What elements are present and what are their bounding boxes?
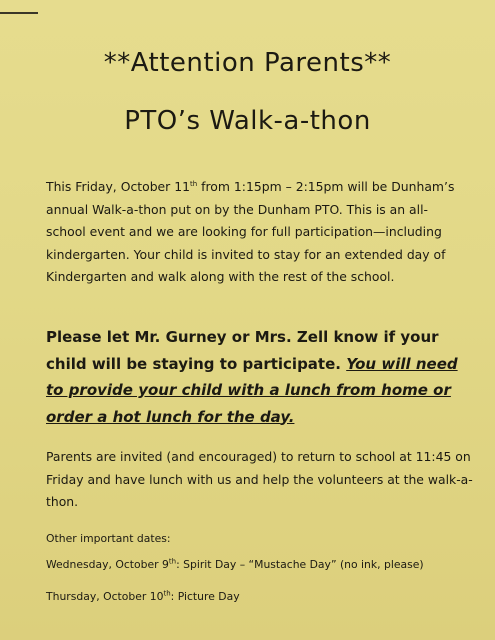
date-suffix: th (163, 589, 171, 598)
corner-mark (0, 12, 38, 14)
other-dates-label: Other important dates: (46, 532, 171, 545)
event-title: PTO’s Walk-a-thon (124, 106, 371, 136)
lunch-notice-paragraph (46, 324, 471, 430)
event-details-paragraph (46, 176, 466, 289)
lunch-requirement-text: You will need to provide your child with a lunch from home or order a hot lunch for the day. (46, 354, 458, 426)
date-suffix: th (168, 557, 177, 566)
notice-text: Please let Mr. Gurney or Mrs. Zell know if your child will be staying to participate. (46, 328, 439, 373)
date-item-picture-day (46, 589, 240, 605)
date-item-date: Wednesday, October 9 (46, 558, 169, 571)
date-suffix: th (189, 179, 198, 188)
event-date-text: This Friday, October 11 (46, 179, 190, 194)
parents-invite-paragraph: Parents are invited (and encouraged) to return to school at 11:45 on Friday and have lunch with us and help the volunteers at the walk-a-thon. (46, 449, 473, 509)
event-details-text: from 1:15pm – 2:15pm will be Dunham’s annual Walk-a-thon put on by the Dunham PTO. This is an all-school event and we are looking for full participation—including kindergarten. Your child is invited to stay for an extended day of Kindergarten and walk along with the rest of the school. (46, 179, 455, 284)
attention-heading: **Attention Parents** (103, 48, 392, 78)
date-item-spirit-day (46, 557, 424, 573)
date-item-text: : Spirit Day – “Mustache Day” (no ink, please) (176, 558, 424, 571)
date-item-date: Thursday, October 10 (46, 590, 164, 603)
date-item-text: : Picture Day (170, 590, 240, 603)
